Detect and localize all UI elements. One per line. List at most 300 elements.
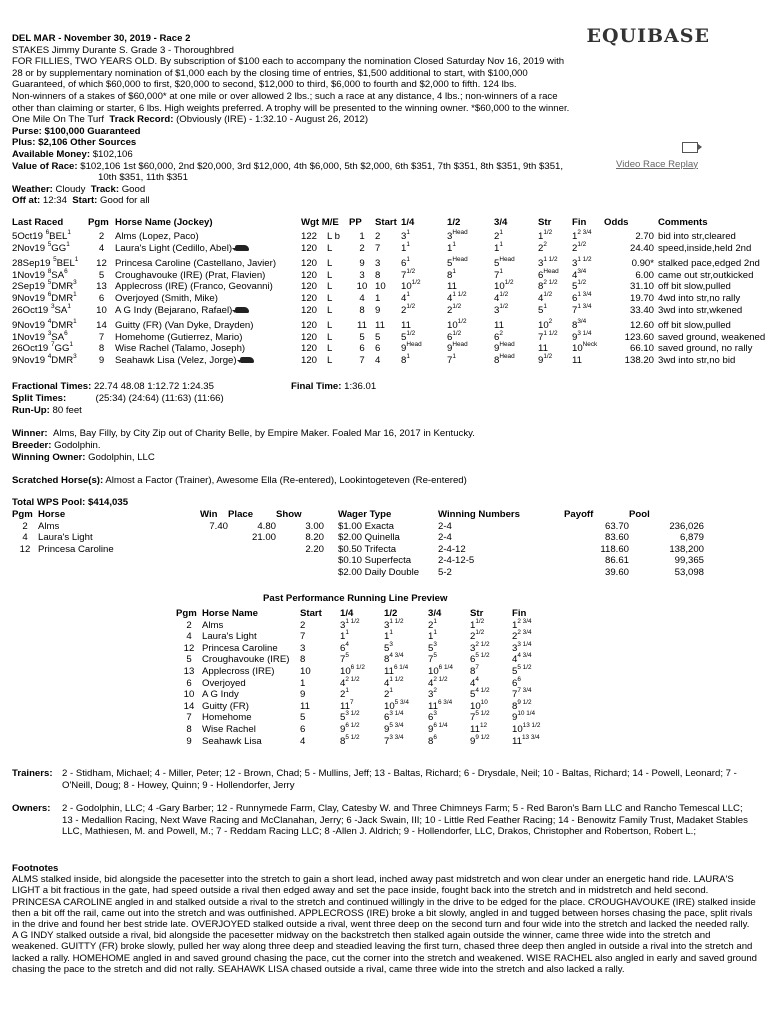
col-pp-start: Start [300, 608, 322, 619]
offat: 12:34 [42, 195, 67, 207]
split-values: (25:34) (24:64) (11:63) (11:66) [95, 393, 224, 404]
horse-name: Overjoyed (Smith, Mike) [115, 292, 218, 304]
pp-stretch-margin: 9 1/2 [475, 733, 490, 741]
pp-row [176, 689, 562, 701]
pp-three-quarter-margin: 6 3/4 [437, 698, 453, 706]
quarter-margin: 1/2 [406, 329, 416, 337]
wager-pool: 53,098 [674, 566, 704, 578]
post-position: 6 [359, 343, 365, 355]
video-replay[interactable] [616, 142, 698, 170]
win-payoff [200, 532, 228, 544]
pp-quarter-position: 4 [340, 677, 346, 689]
col-pool: Pool [629, 509, 650, 520]
pp-half-margin: 4 3/4 [389, 652, 404, 660]
three-quarter-position: 10 [494, 281, 505, 293]
pp-horse: Overjoyed [202, 677, 246, 689]
weight: 122 [301, 231, 318, 242]
three-quarter-position: 5 [494, 258, 500, 270]
pp-quarter-position: 3 [340, 619, 346, 631]
last-raced-finish: 1 [74, 256, 79, 264]
pp-stretch-position: 9 [470, 735, 476, 747]
result-row [12, 355, 765, 367]
three-quarter-position: 4 [494, 292, 500, 304]
owner-label: Winning Owner: [12, 452, 86, 463]
weight: 120 [301, 258, 318, 270]
runup-value: 80 feet [52, 405, 82, 416]
horse-name: Alms (Lopez, Paco) [115, 231, 199, 242]
pp-stretch-call [470, 689, 512, 701]
fractional-label: Fractional Times: [12, 381, 92, 392]
quarter-margin: 1 [406, 240, 410, 248]
payout-row [12, 532, 704, 544]
finish-margin: 3/4 [577, 318, 587, 326]
col-wps-pgm: Pgm [12, 509, 33, 520]
col-pgm: Pgm [88, 217, 109, 228]
pp-finish-position: 3 [512, 642, 518, 654]
pp-finish-margin: 5 1/2 [517, 663, 532, 671]
last-raced-date: 5Oct19 [12, 231, 46, 242]
breeder-value: Godolphin. [54, 440, 101, 451]
result-row [12, 231, 765, 243]
last-raced-track: DMR [51, 320, 74, 332]
post-position: 9 [359, 258, 365, 270]
pp-stretch-margin: 10 [480, 698, 488, 706]
final-label: Final Time: [291, 381, 342, 392]
pp-horse: Alms [202, 619, 224, 631]
pp-three-quarter-position: 2 [428, 619, 434, 631]
wager-payoff: 39.60 [604, 566, 629, 578]
half-position: 11 [447, 281, 457, 293]
program-number: 7 [98, 331, 105, 343]
comment: came out str,outkicked [658, 269, 754, 281]
horse-name: Princesa Caroline (Castellano, Javier) [115, 258, 277, 270]
trainers-text: 2 - Stidham, Michael; 4 - Miller, Peter; 12 - Brown, Chad; 5 - Mullins, Jeff; 13 - Baltas, Richard; 6 - Drysdale, Neil; 10 - Baltas, Richard; 14 - Powell, Leonard; 7 - O'Neill, Doug; 8 - Howey, Quinn; 9 - Hollendorfer, Jerry [62, 768, 737, 791]
last-raced-track: SA [51, 331, 65, 343]
stretch-call [538, 240, 572, 255]
value-label: Value of Race: [12, 160, 78, 172]
odds: 2.70 [635, 231, 654, 242]
wps-pgm [12, 567, 38, 579]
wager-type: $0.10 Superfecta [338, 555, 412, 567]
fractional-times [12, 381, 214, 393]
col-three-quarter: 3/4 [494, 217, 508, 228]
quarter-position: 3 [401, 231, 407, 242]
last-raced-date: 2Nov19 [12, 242, 48, 254]
wager-type: $1.00 Exacta [338, 520, 395, 532]
pp-half-position: 6 [384, 712, 390, 724]
program-number: 12 [96, 258, 107, 270]
wps-horse: Laura's Light [38, 532, 93, 544]
pp-stretch-position: 5 [470, 689, 476, 701]
video-camera-icon[interactable] [682, 142, 698, 153]
pp-start: 8 [300, 654, 306, 666]
plus: $2,106 Other Sources [38, 137, 137, 149]
runup-label: Run-Up: [12, 405, 50, 416]
wager-pool: 6,879 [679, 532, 704, 544]
last-raced-finish: 1 [67, 302, 71, 310]
pp-stretch-margin: 4 1/2 [475, 687, 490, 695]
comment: off bit slow,pulled [658, 320, 731, 332]
three-quarter-position: 3 [494, 304, 500, 316]
offat-label: Off at: [12, 195, 41, 207]
pp-start: 5 [300, 712, 306, 724]
pp-start: 6 [300, 723, 306, 735]
weather-label: Weather: [12, 183, 53, 195]
horse-jockey [115, 243, 301, 255]
program-number: 14 [96, 320, 107, 332]
wager-pool: 138,200 [669, 543, 704, 555]
odds: 0.90* [631, 258, 654, 270]
post-position: 10 [356, 281, 368, 293]
pp-pgm: 5 [186, 654, 192, 666]
medication-equipment: L [327, 258, 333, 270]
pp-three-quarter-position: 1 [428, 631, 434, 643]
pp-horse: A G Indy [202, 689, 239, 701]
half-margin: 1 [452, 240, 456, 248]
wager-payoff: 83.60 [604, 532, 629, 544]
post-position: 3 [359, 269, 365, 281]
scratched-line [12, 475, 467, 487]
pp-pgm: 13 [183, 665, 195, 677]
finish-position: 2 [572, 242, 578, 254]
half-position: 9 [447, 343, 453, 355]
weather: Cloudy [55, 183, 86, 195]
last-raced-race: 5 [47, 279, 52, 287]
last-raced-finish: 1 [69, 341, 73, 349]
wps-pgm: 4 [22, 532, 28, 544]
pp-three-quarter-position: 5 [428, 642, 434, 654]
pp-finish-margin: 13 3/4 [521, 733, 540, 741]
breeder-label: Breeder: [12, 440, 52, 451]
pp-quarter-position: 8 [340, 735, 346, 747]
pp-stretch-margin: 5 1/2 [475, 710, 490, 718]
stretch-margin: 2 [543, 240, 547, 248]
col-pp-pgm: Pgm [176, 608, 197, 619]
win-payoff [200, 544, 228, 556]
last-raced-track: GG [51, 242, 67, 254]
pp-three-quarter-margin: 2 [433, 687, 437, 695]
last-raced-finish: 1 [67, 229, 71, 236]
pp-finish-margin: 3 1/4 [517, 640, 532, 648]
quarter-call [401, 352, 447, 367]
finish-position: 4 [572, 269, 578, 281]
finish-call [572, 343, 604, 355]
result-row [12, 305, 765, 317]
place-payoff: 4.80 [257, 520, 276, 532]
stretch-call [538, 329, 572, 344]
col-last-raced: Last Raced [12, 217, 64, 228]
pp-stretch-position: 2 [470, 631, 476, 643]
pp-half-position: 11 [384, 665, 394, 677]
pp-finish-position: 2 [512, 631, 518, 643]
winning-numbers: 2-4 [438, 532, 452, 544]
horse-name: Applecross (IRE) (Franco, Geovanni) [115, 281, 273, 293]
col-pp: PP [349, 217, 362, 228]
quarter-margin: 1 [406, 352, 410, 360]
medication-equipment: L [327, 292, 333, 304]
col-pp-finish: Fin [512, 608, 527, 619]
result-row [12, 270, 765, 282]
pp-pgm: 8 [186, 723, 192, 735]
half-position: 5 [447, 258, 453, 270]
finish-position: 7 [572, 304, 578, 316]
half-margin: Head [452, 229, 468, 236]
three-quarter-margin: 1/2 [499, 290, 509, 298]
half-position: 4 [447, 292, 453, 304]
wps-horse: Alms [38, 520, 60, 532]
footnotes-text: ALMS stalked inside, bid alongside the pacesetter into the stretch to gain a short lead, inched away past midstretch and won clear under an energetic hand ride. LAURA'S LIGHT a bit fractious in the gate, had speed outside a rival then edged away and set the pace inside, fought back into the stretch and in midstretch and held second. PRINCESA CAROLINE angled in and stalked outside a rival to the stretch and continued willingly in the drive to be edged for the place. CROUGHAVOUKE (IRE) stalked inside then a bit off the rail, came out into the stretch and was outfinished. APPLECROSS (IRE) broke a bit slowly, angled in and tugged between horses chasing the pace, split rivals in the drive and found her best stride late. OVERJOYED stalked outside a rival, went three deep on the second turn and four wide into the stretch and lacked the needed rally. A G INDY stalked outside a rival, bid alongside the pacesetter midway on the backstretch then stalked again outside the winner, came three wide into the stretch and weakened. GUITTY (FR) broke slowly, pulled her way along three deep and steadied leaving the first turn, chased three deep then angled in outside a rival into the stretch and lacked a rally. HOMEHOME angled in and saved ground chasing the pace, cut the corner into the stretch and weakened. WISE RACHEL also angled in early and saved ground chasing the pace to the stretch and did not rally. SEAHAWK LISA chased outside a rival, came three wide into the stretch and also lacked a rally. [12, 874, 757, 975]
pp-start: 7 [300, 631, 306, 643]
odds: 66.10 [629, 343, 654, 355]
winner-line [12, 428, 475, 440]
horse-jockey [115, 343, 301, 355]
video-replay-link[interactable]: Video Race Replay [616, 158, 698, 170]
wager-pool: 99,365 [674, 555, 704, 567]
weight: 120 [301, 242, 318, 254]
medication-equipment: L [327, 269, 333, 281]
col-start: Start [375, 217, 397, 228]
pp-pgm: 7 [186, 712, 192, 724]
wager-payoff: 118.60 [600, 543, 629, 555]
value-cont: 10th $351, 11th $351 [98, 172, 188, 184]
total-wps-pool: Total WPS Pool: $414,035 [12, 497, 129, 508]
pp-three-quarter-margin: 1 [433, 629, 437, 637]
stretch-position: 5 [538, 304, 544, 316]
stretch-position: 11 [538, 343, 548, 355]
pp-finish-call [512, 733, 562, 748]
finish-position: 1 [572, 231, 578, 242]
col-wps-horse: Horse [38, 509, 66, 520]
stretch-position: 1 [538, 231, 544, 242]
owners-block [12, 803, 752, 838]
last-raced-track: BEL [56, 258, 75, 270]
pp-row [176, 736, 562, 748]
pp-table [176, 608, 562, 747]
horse-name: Homehome (Gutierrez, Mario) [115, 331, 243, 343]
pp-row [176, 724, 562, 736]
pp-start: 11 [300, 700, 310, 712]
pp-quarter-margin: 5 [345, 652, 349, 660]
payout-row [12, 544, 704, 556]
quarter-margin: Head [406, 341, 422, 349]
col-odds: Odds [604, 217, 629, 228]
start-position: 4 [375, 354, 381, 366]
medication-equipment: L [327, 354, 333, 366]
plus-line [12, 137, 617, 149]
value-line [12, 161, 617, 173]
weight: 120 [301, 320, 318, 332]
finish-position: 6 [572, 292, 578, 304]
pp-pgm: 6 [186, 677, 192, 689]
pp-finish-position: 7 [512, 689, 518, 701]
quarter-position: 4 [401, 292, 407, 304]
show-payoff [276, 555, 324, 567]
pp-quarter-margin: 2 1/2 [345, 675, 360, 683]
start-position: 11 [375, 320, 385, 332]
track-record-label: Track Record: [109, 114, 174, 126]
three-quarter-position: 2 [494, 231, 500, 242]
pp-quarter-position: 7 [340, 654, 346, 666]
pp-half-position: 2 [384, 689, 390, 701]
quarter-position: 10 [401, 281, 412, 293]
pp-row [176, 654, 562, 666]
horse-jockey [115, 305, 301, 317]
pp-finish-margin: 13 1/2 [522, 721, 541, 729]
program-number: 6 [98, 292, 105, 304]
program-number: 10 [96, 304, 107, 316]
pp-finish-position: 9 [512, 712, 518, 724]
horse-jockey [115, 258, 301, 270]
horse-name: A G Indy (Bejarano, Rafael) [115, 304, 233, 316]
last-raced-track: SA [51, 269, 65, 281]
col-pp-quarter: 1/4 [340, 608, 354, 619]
odds: 24.40 [629, 242, 654, 254]
post-position: 8 [359, 304, 365, 316]
start-position: 5 [375, 331, 381, 343]
place-payoff [228, 567, 276, 579]
pp-half-position: 5 [384, 642, 390, 654]
horse-name: Croughavouke (IRE) (Prat, Flavien) [115, 269, 266, 281]
pp-stretch-position: 6 [470, 654, 476, 666]
pp-three-quarter-call [428, 733, 470, 748]
finish-call [572, 355, 604, 367]
last-raced-finish: 3 [73, 279, 77, 287]
pp-finish-margin: 2 3/4 [517, 617, 532, 625]
col-wager-type: Wager Type [338, 509, 392, 520]
pp-three-quarter-margin: 2 1/2 [433, 675, 448, 683]
finish-margin: Neck [582, 341, 598, 349]
pp-finish-position: 4 [512, 654, 518, 666]
pp-finish-margin: 2 3/4 [517, 629, 532, 637]
quarter-position: 5 [401, 331, 407, 343]
available-label: Available Money: [12, 148, 91, 160]
plus-label: Plus: [12, 137, 36, 149]
quarter-margin: 1/2 [406, 302, 416, 310]
program-number: 5 [98, 269, 105, 281]
quarter-margin: 1/2 [406, 267, 416, 275]
pp-half-margin: 3 3/4 [389, 733, 404, 741]
last-raced-race: 8 [47, 267, 52, 275]
finish-margin: 3/4 [577, 267, 587, 275]
pp-finish-margin: 4 3/4 [517, 652, 532, 660]
stretch-margin: 1/2 [543, 352, 553, 360]
conditions-line: Non-winners of a stakes of $60,000* at one mile or over allowed 2 lbs.; such a race at any distance, 4 lbs.; non-winners of a race [12, 90, 558, 102]
col-payoff: Payoff [564, 509, 594, 520]
half-margin: 1 [452, 352, 456, 360]
pp-three-quarter-position: 7 [428, 654, 434, 666]
three-quarter-margin: 1 [499, 229, 503, 236]
track-record: (Obviously (IRE) - 1:32.10 - August 26, 2012) [176, 114, 369, 126]
medication-equipment: L b [327, 231, 340, 242]
winner-label: Winner: [12, 428, 48, 439]
three-quarter-call [494, 240, 538, 255]
half-margin: Head [452, 256, 468, 264]
owner-value: Godolphin, LLC [88, 452, 155, 463]
last-raced-race: 7 [50, 341, 55, 349]
footnotes-block [12, 863, 757, 975]
pp-horse: Wise Rachel [202, 723, 256, 735]
half-position: 8 [447, 269, 453, 281]
stretch-margin: 1/2 [543, 229, 553, 236]
conditions-line: other than claiming or starter, 6 lbs. High weights preferred. A trophy will be presented to the winning owner. *$60,000 to the winner. [12, 102, 570, 114]
pp-row [176, 666, 562, 678]
start-position: 8 [375, 269, 381, 281]
comment: saved ground, weakened [658, 331, 766, 343]
final-value: 1:36.01 [344, 381, 377, 392]
pp-pgm: 9 [186, 735, 192, 747]
start-position: 3 [375, 258, 381, 270]
start-position: 6 [375, 343, 381, 355]
race-header [12, 33, 617, 207]
col-wgt: Wgt M/E [301, 217, 339, 228]
pp-quarter-margin: 6 1/2 [350, 663, 365, 671]
weight: 120 [301, 331, 318, 343]
three-quarter-margin: 1/2 [499, 302, 509, 310]
quarter-margin: 1 [406, 290, 410, 298]
half-margin: 1/2 [452, 329, 462, 337]
wps-pgm: 12 [19, 543, 31, 555]
available: $102,106 [92, 148, 133, 160]
stretch-call [538, 352, 572, 367]
place-payoff [228, 544, 276, 556]
stretch-margin: 1/2 [543, 290, 553, 298]
weight: 120 [301, 269, 318, 281]
three-quarter-call [494, 302, 538, 317]
weight: 120 [301, 304, 318, 316]
col-show: Show [276, 509, 302, 520]
wps-pgm [12, 555, 38, 567]
trainers-label: Trainers: [12, 768, 53, 779]
pp-finish-position: 1 [512, 619, 518, 631]
pp-pgm: 2 [186, 619, 192, 631]
wps-horse: Princesa Caroline [38, 543, 114, 555]
last-raced [12, 240, 88, 255]
pp-three-quarter-margin: 6 1/4 [433, 721, 448, 729]
purse: $100,000 Guaranteed [44, 125, 141, 137]
quarter-margin: 1/2 [411, 279, 421, 287]
horse-jockey [115, 332, 301, 344]
comment: stalked pace,edged 2nd [658, 258, 760, 270]
wager-type: $2.00 Quinella [338, 532, 400, 544]
last-raced-race: 3 [50, 302, 55, 310]
pp-half-position: 3 [384, 619, 390, 631]
quarter-position: 6 [401, 258, 407, 270]
col-pp-half: 1/2 [384, 608, 398, 619]
last-raced-finish: 6 [64, 329, 68, 337]
last-raced-date: 1Nov19 [12, 269, 48, 281]
col-comments: Comments [658, 217, 708, 228]
finish-position: 11 [572, 354, 582, 366]
pp-half-position: 9 [384, 723, 390, 735]
finish-call [572, 240, 604, 255]
pp-half-position: 8 [384, 654, 390, 666]
three-quarter-margin: Head [499, 352, 515, 360]
three-quarter-margin: 2 [499, 329, 503, 337]
conditions-line: Guaranteed, of which $60,000 to first, $20,000 to second, $12,000 to third, $6,000 to fourth and $2,000 to fifth. 124 lbs. [12, 79, 517, 91]
pp-three-quarter-position: 3 [428, 689, 434, 701]
pp-three-quarter-position: 8 [428, 735, 434, 747]
half-call [447, 267, 494, 282]
pp-finish-position: 10 [512, 723, 523, 735]
stretch-position: 8 [538, 281, 544, 293]
last-raced-race: 6 [47, 290, 52, 298]
post-position: 11 [357, 320, 367, 332]
stretch-margin: 1 1/2 [543, 256, 558, 264]
pp-three-quarter-position: 11 [428, 700, 438, 712]
result-row [12, 332, 765, 344]
winning-numbers: 5-2 [438, 566, 452, 578]
show-payoff [276, 567, 324, 579]
